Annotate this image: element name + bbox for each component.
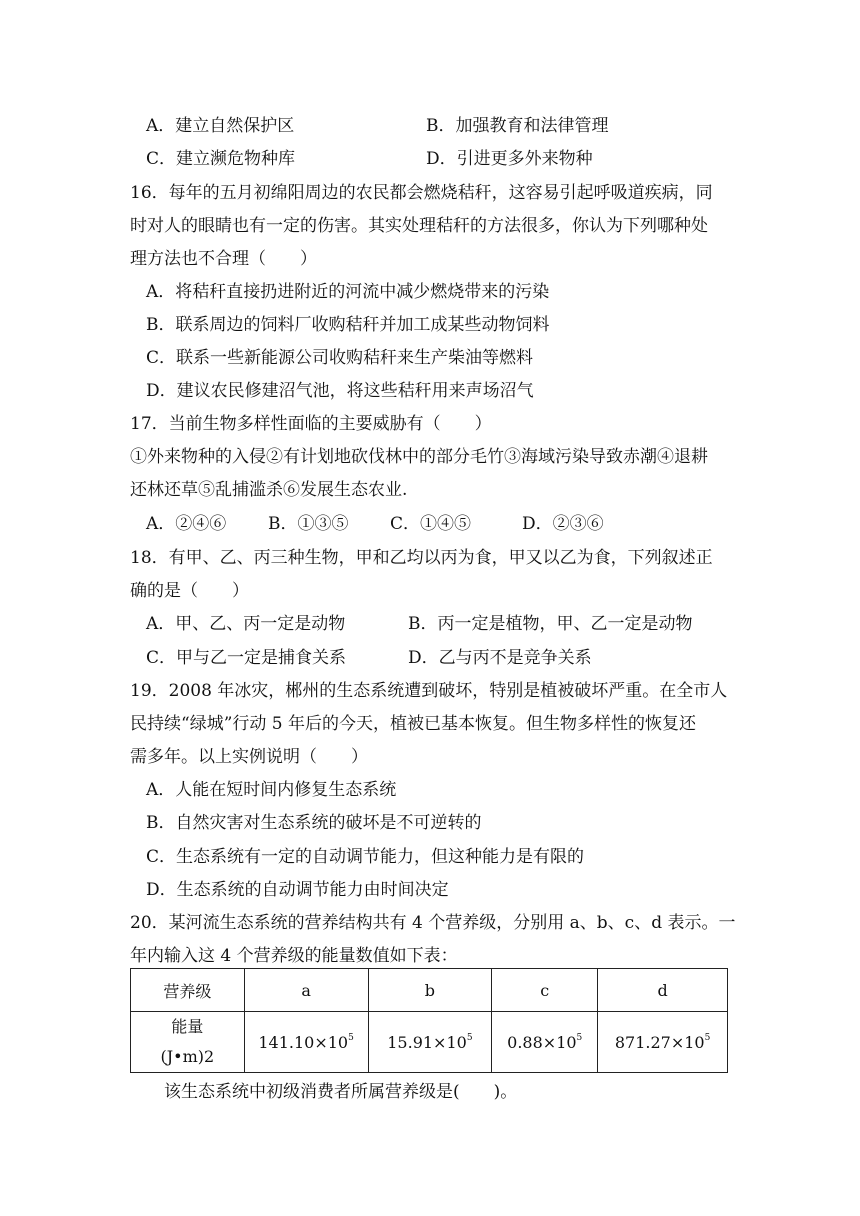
table-row-label <box>131 1012 245 1073</box>
q18-stem-line-1: 18．有甲、乙、丙三种生物，甲和乙均以丙为食，甲又以乙为食，下列叙述正 <box>130 548 713 568</box>
q17-stem-line-3: 还林还草⑤乱捕滥杀⑥发展生态农业. <box>130 480 408 500</box>
q16-stem-line-1: 16．每年的五月初绵阳周边的农民都会燃烧秸秆，这容易引起呼吸道疾病，同 <box>130 183 713 203</box>
q18-option-a: A．甲、乙、丙一定是动物 <box>146 614 346 634</box>
table-header-label: 营养级 <box>131 969 245 1012</box>
q17-option-b: B．①③⑤ <box>268 514 349 534</box>
value-d: 871.27×10 <box>614 1032 705 1052</box>
table-col-a: a <box>244 969 368 1012</box>
q20-question: 该生态系统中初级消费者所属营养级是( )。 <box>164 1082 518 1102</box>
q18-stem-line-2: 确的是（ ） <box>130 581 249 601</box>
exponent-b: 5 <box>466 1032 473 1043</box>
value-b: 15.91×10 <box>387 1032 467 1052</box>
q15-option-d: D．引进更多外来物种 <box>426 149 593 169</box>
value-c: 0.88×10 <box>507 1032 577 1052</box>
q16-option-b: B．联系周边的饲料厂收购秸秆并加工成某些动物饲料 <box>146 315 550 335</box>
q16-option-a: A．将秸秆直接扔进附近的河流中减少燃烧带来的污染 <box>146 282 550 302</box>
q20-stem-line-1: 20．某河流生态系统的营养结构共有 4 个营养级，分别用 a、b、c、d 表示。一 <box>130 913 736 933</box>
q16-stem-line-3: 理方法也不合理（ ） <box>130 249 317 269</box>
table-col-b: b <box>368 969 492 1012</box>
row-label-line-2: (J•m)2 <box>160 1047 215 1066</box>
q20-stem-line-2: 年内输入这 4 个营养级的能量数值如下表： <box>130 946 458 966</box>
q19-stem-line-1: 19．2008 年冰灾，郴州的生态系统遭到破坏，特别是植被破坏严重。在全市人 <box>130 681 728 701</box>
q19-stem-line-3: 需多年。以上实例说明（ ） <box>130 747 368 767</box>
table-col-d: d <box>598 969 728 1012</box>
q17-option-a: A．②④⑥ <box>146 514 227 534</box>
table-col-c: c <box>492 969 598 1012</box>
q16-option-c: C．联系一些新能源公司收购秸秆来生产柴油等燃料 <box>146 348 534 368</box>
q15-option-b: B．加强教育和法律管理 <box>426 116 609 136</box>
q17-option-c: C．①④⑤ <box>390 514 472 534</box>
exponent-c: 5 <box>576 1032 583 1043</box>
q17-option-d: D．②③⑥ <box>522 514 604 534</box>
table-value-c <box>492 1012 598 1073</box>
q18-option-c: C．甲与乙一定是捕食关系 <box>146 648 347 668</box>
exponent-a: 5 <box>348 1032 354 1043</box>
energy-table-value-row <box>131 1012 728 1073</box>
q18-option-b: B．丙一定是植物，甲、乙一定是动物 <box>408 614 693 634</box>
q19-option-d: D．生态系统的自动调节能力由时间决定 <box>146 880 449 900</box>
value-a: 141.10×10 <box>258 1032 349 1052</box>
q15-option-c: C．建立濒危物种库 <box>146 149 296 169</box>
q19-option-b: B．自然灾害对生态系统的破坏是不可逆转的 <box>146 813 482 833</box>
q19-option-a: A．人能在短时间内修复生态系统 <box>146 780 397 800</box>
q15-option-a: A．建立自然保护区 <box>146 116 295 136</box>
q19-stem-line-2: 民持续“绿城”行动 5 年后的今天，植被已基本恢复。但生物多样性的恢复还 <box>130 714 697 734</box>
table-value-a <box>244 1012 368 1073</box>
q18-option-d: D．乙与丙不是竞争关系 <box>408 648 592 668</box>
q16-stem-line-2: 时对人的眼睛也有一定的伤害。其实处理秸秆的方法很多，你认为下列哪种处 <box>130 216 708 236</box>
exponent-d: 5 <box>704 1032 711 1043</box>
table-value-d <box>598 1012 728 1073</box>
table-value-b <box>368 1012 492 1073</box>
q19-option-c: C．生态系统有一定的自动调节能力，但这种能力是有限的 <box>146 847 585 867</box>
energy-table <box>130 968 728 1073</box>
energy-table-header-row <box>131 969 728 1012</box>
q17-stem-line-1: 17．当前生物多样性面临的主要威胁有（ ） <box>130 414 492 434</box>
q16-option-d: D．建议农民修建沼气池，将这些秸秆用来声场沼气 <box>146 381 534 401</box>
row-label-line-1: 能量 <box>171 1017 204 1036</box>
q17-stem-line-2: ①外来物种的入侵②有计划地砍伐林中的部分毛竹③海域污染导致赤潮④退耕 <box>130 447 708 467</box>
